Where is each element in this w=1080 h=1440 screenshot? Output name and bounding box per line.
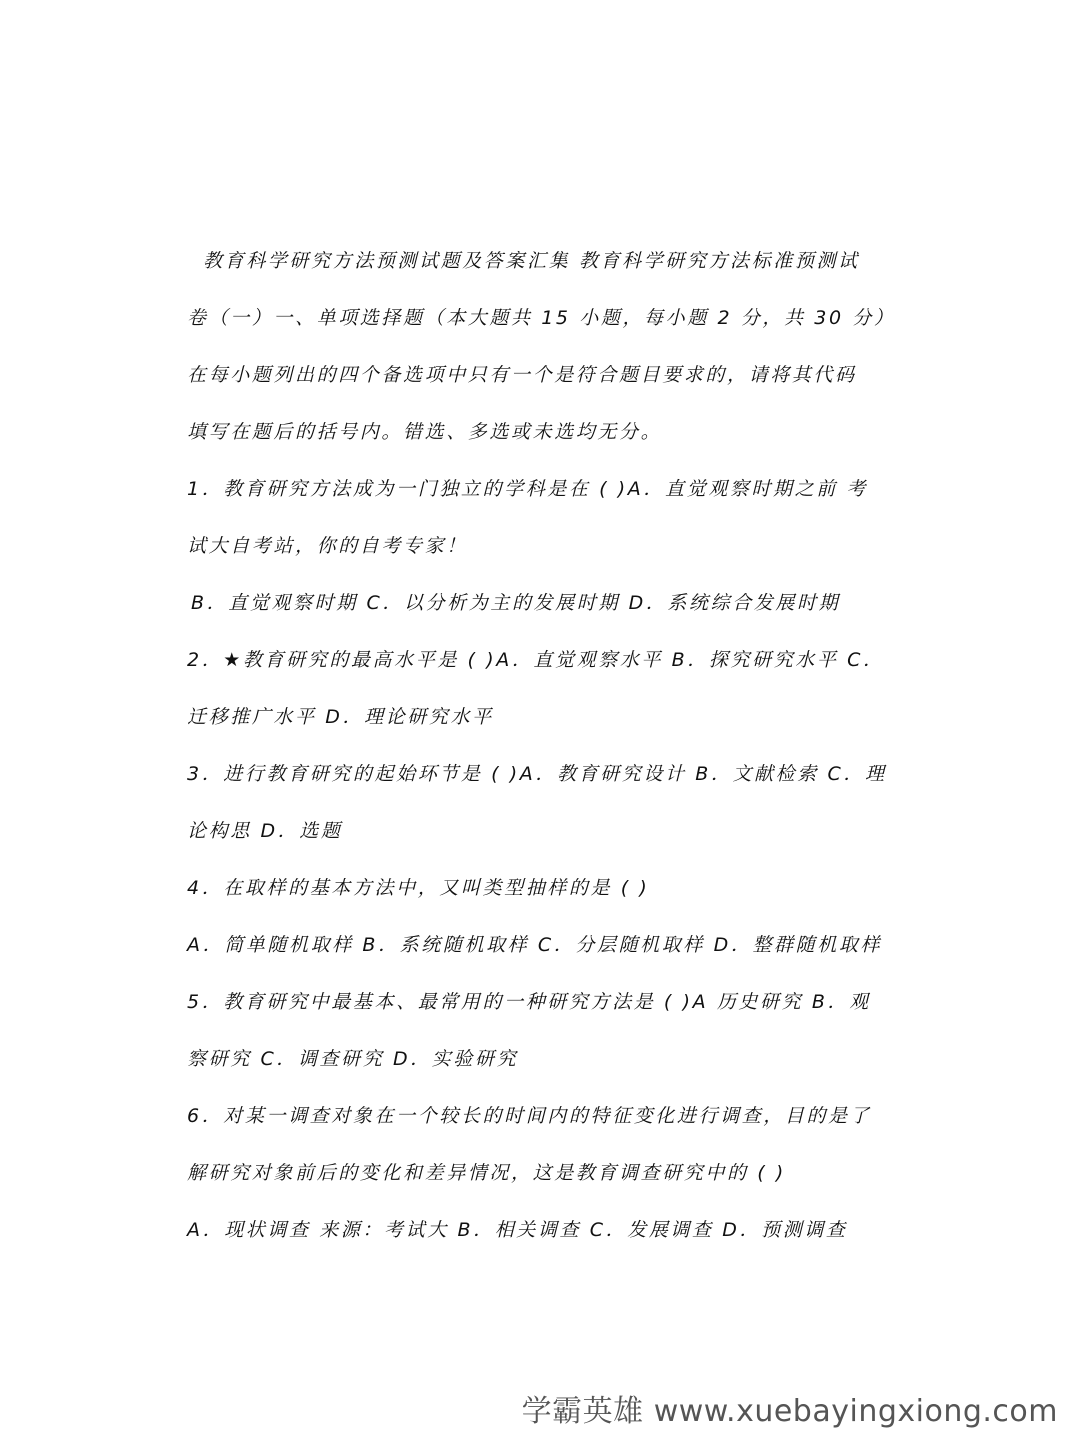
document-body [187, 245, 907, 1271]
question-3-options: 论构思 D．选题 [187, 820, 343, 842]
question-6-line: 6．对某一调查对象在一个较长的时间内的特征变化进行调查，目的是了 [187, 1105, 872, 1127]
question-6-options: A．现状调查 来源：考试大 B．相关调查 C．发展调查 D．预测调查 [187, 1219, 848, 1241]
question-5-options: 察研究 C．调查研究 D．实验研究 [187, 1048, 519, 1070]
question-4-options: A．简单随机取样 B．系统随机取样 C．分层随机取样 D．整群随机取样 [187, 934, 883, 956]
question-3-line: 3．进行教育研究的起始环节是 ( )A．教育研究设计 B．文献检索 C．理 [187, 763, 887, 785]
question-2-options: 迁移推广水平 D．理论研究水平 [187, 706, 494, 728]
text-line: 填写在题后的括号内。错选、多选或未选均无分。 [187, 421, 663, 443]
question-1-options: B．直觉观察时期 C．以分析为主的发展时期 D．系统综合发展时期 [191, 592, 841, 614]
site-watermark: 学霸英雄 www.xuebayingxiong.com [521, 1394, 1058, 1429]
question-1-line: 1．教育研究方法成为一门独立的学科是在 ( )A．直觉观察时期之前 考 [187, 478, 869, 500]
question-6-line: 解研究对象前后的变化和差异情况，这是教育调查研究中的 ( ) [187, 1162, 786, 1184]
question-5-line: 5．教育研究中最基本、最常用的一种研究方法是 ( )A 历史研究 B．观 [187, 991, 871, 1013]
text-line: 卷（一）一、单项选择题（本大题共 15 小题，每小题 2 分，共 30 分） [187, 307, 896, 329]
text-line: 在每小题列出的四个备选项中只有一个是符合题目要求的，请将其代码 [187, 364, 857, 386]
question-4-line: 4．在取样的基本方法中，又叫类型抽样的是 ( ) [187, 877, 650, 899]
question-1-line: 试大自考站，你的自考专家！ [187, 535, 468, 557]
question-2-line: 2．★教育研究的最高水平是 ( )A．直觉观察水平 B．探究研究水平 C． [187, 649, 885, 671]
text-line: 教育科学研究方法预测试题及答案汇集 教育科学研究方法标准预测试 [203, 250, 860, 272]
